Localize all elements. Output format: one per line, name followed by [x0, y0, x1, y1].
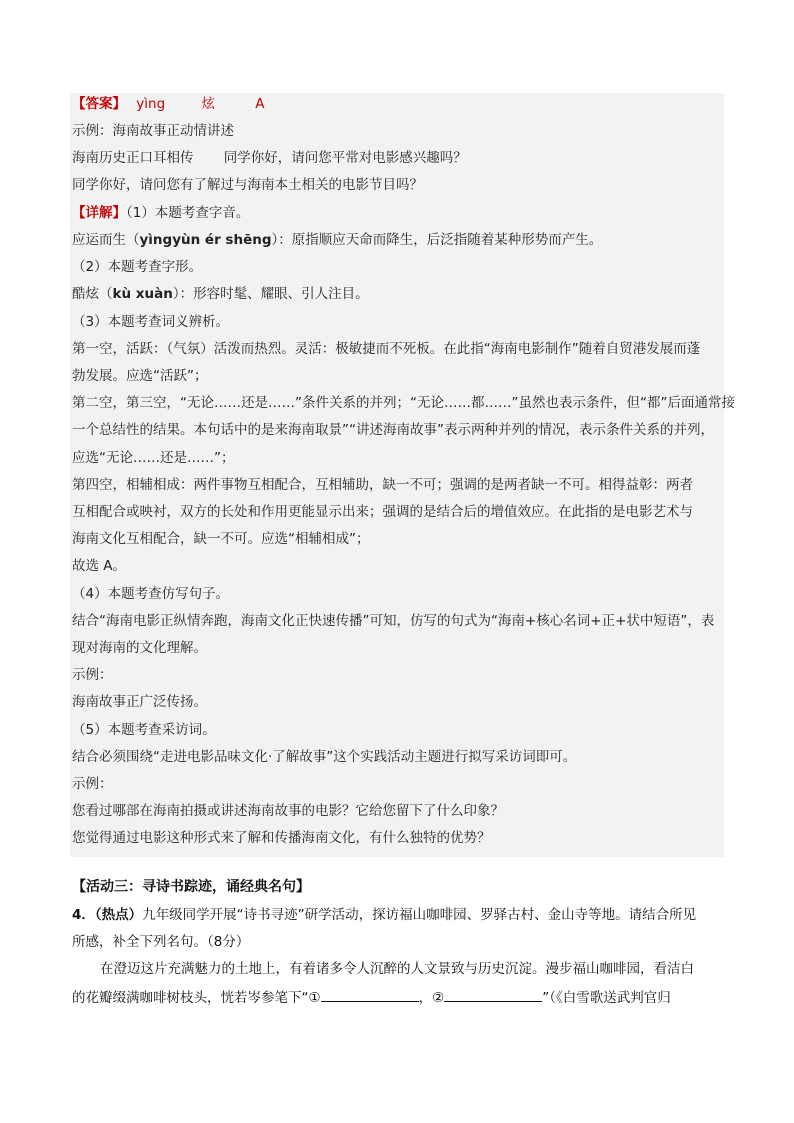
detail-p3-head: （3）本题考查词义辨析。 [72, 314, 230, 330]
answer-pinyin: yìng [136, 96, 166, 112]
detail-p3-line: 第四空，相辅相成：两件事物互相配合，互相辅助，缺一不可；强调的是两者缺一不可。相得益彰：两者 [72, 477, 693, 493]
detail-p5-line: 结合必须围绕“走进电影品味文化·了解故事”这个实践活动主题进行拟写采访词即可。 [72, 749, 577, 765]
answer-line-3b: 同学你好，请问您平常对电影感兴趣吗？ [223, 150, 467, 166]
answer-line-3 [72, 149, 467, 167]
answer-blank-1[interactable] [321, 987, 419, 1002]
detail-p3-line: 故选 A。 [72, 558, 127, 574]
detail-p4-line: 结合“海南电影正纵情奔跑，海南文化正快速传播”可知，仿写的句式为“海南+核心名词+正+状中短语”，表 [72, 613, 715, 629]
question-4-line-4 [72, 987, 671, 1007]
detail-p1-head-text: （1）本题考查字音。 [126, 205, 250, 221]
question-4-line-3: 在澄迈这片充满魅力的土地上，有着诸多令人沉醉的人文景致与历史沉淀。漫步福山咖啡园，看洁白 [100, 961, 694, 977]
answer-line-3a: 海南历史正口耳相传 [72, 150, 194, 166]
detail-p3-line: 应选“无论……还是……”； [72, 450, 235, 466]
detail-p4-line: 海南故事正广泛传扬。 [72, 694, 207, 710]
answer-line [72, 95, 265, 113]
question-4-line-2: 所感，补全下列名句。（8分） [72, 934, 250, 950]
detail-p5-line: 您看过哪部在海南拍摄或讲述海南故事的电影？它给您留下了什么印象？ [72, 803, 504, 819]
question-4-line-1 [72, 906, 696, 924]
detail-p5-head: （5）本题考查采访词。 [72, 722, 216, 738]
detail-p4-line: 示例： [72, 667, 113, 683]
text: ）：原指顺应天命而降生，后泛指随着某种形势而产生。 [271, 232, 603, 248]
answer-char: 炫 [201, 96, 215, 112]
blank-marker-1: ① [308, 990, 321, 1006]
blank-marker-2: ② [432, 990, 445, 1006]
detail-tag: 【详解】 [72, 205, 126, 221]
text: ）：形容时髦、耀眼、引人注目。 [172, 286, 369, 302]
detail-p5-line: 示例： [72, 776, 113, 792]
detail-p3-line: 勃发展。应选“活跃”； [72, 368, 208, 384]
detail-p3-line: 第二空，第三空，“无论……还是……”条件关系的并列；“无论……都……”虽然也表示条件，但“都”后面通常接 [72, 395, 735, 411]
question-number: 4． [72, 907, 95, 923]
question-text: 九年级同学开展“诗书寻迹”研学活动，探访福山咖啡园、罗驿古村、金山寺等地。请结合所见 [142, 907, 697, 923]
detail-p4-line: 现对海南的文化理解。 [72, 640, 207, 656]
detail-p3-line: 第一空，活跃：（气氛）活泼而热烈。灵活：极敏捷而不死板。在此指“海南电影制作”随着自贸港发展而蓬 [72, 341, 701, 357]
detail-p2-body [72, 285, 369, 303]
pinyin: yìngyùn ér shēng [139, 232, 272, 248]
detail-p3-line: 互相配合或映衬，双方的长处和作用更能显示出来；强调的是结合后的增值效应。在此指的是电影艺术与 [72, 504, 693, 520]
section-title: 【活动三：寻诗书踪迹，诵经典名句】 [72, 879, 310, 895]
detail-p3-line: 一个总结性的结果。本句话中的是来海南取景”“讲述海南故事”表示两种并列的情况，表示条件关系的并列， [72, 422, 714, 438]
answer-tag: 【答案】 [72, 96, 126, 112]
pinyin: kù xuàn [112, 286, 173, 302]
question-tag: （热点） [94, 907, 143, 923]
answer-line-4: 同学你好，请问您有了解过与海南本土相关的电影节目吗？ [72, 177, 423, 193]
detail-p5-line: 您觉得通过电影这种形式来了解和传播海南文化，有什么独特的优势？ [72, 830, 491, 846]
detail-p1-body [72, 231, 602, 249]
question-text: ”（《白雪歌送武判官归 [542, 990, 671, 1006]
text: 酷炫（ [72, 286, 113, 302]
detail-p1-head [72, 204, 249, 222]
detail-p3-line: 海南文化互相配合，缺一不可。应选“相辅相成”； [72, 531, 370, 547]
question-text: 的花瓣缀满咖啡树枝头，恍若岑参笔下“ [72, 990, 309, 1006]
answer-blank-2[interactable] [444, 987, 542, 1002]
text: 应运而生（ [72, 232, 140, 248]
detail-p2-head: （2）本题考查字形。 [72, 259, 203, 275]
separator: ， [418, 990, 433, 1006]
detail-p4-head: （4）本题考查仿写句子。 [72, 586, 230, 602]
answer-example: 示例：海南故事正动情讲述 [72, 123, 234, 139]
answer-choice: A [255, 96, 265, 112]
